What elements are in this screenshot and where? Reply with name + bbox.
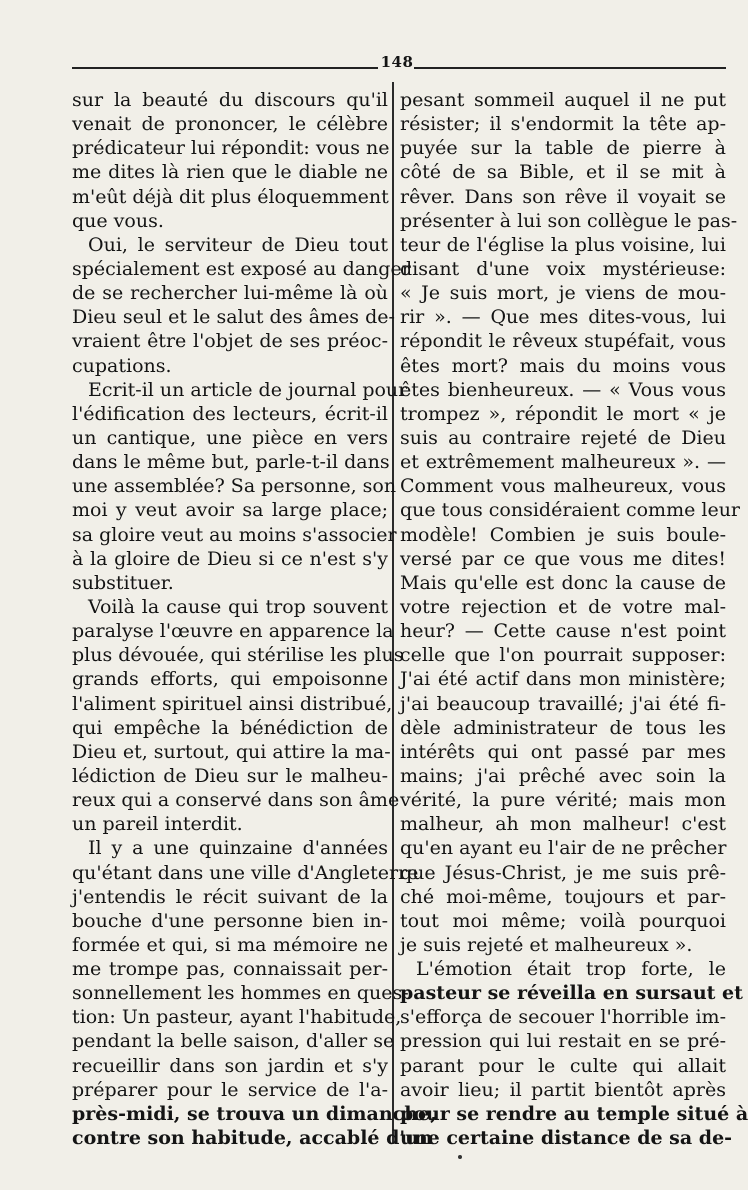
text-line: bouche d'une personne bien in- xyxy=(72,909,388,932)
text-line: que tous considéraient comme leur xyxy=(400,499,741,522)
text-line: tion: Un pasteur, ayant l'habitude, xyxy=(72,1006,402,1029)
text-line: sur la beauté du discours qu'il xyxy=(72,89,388,111)
text-line: vraient être l'objet de ses préoc- xyxy=(72,330,388,353)
text-line: Voilà la cause qui trop souvent xyxy=(88,595,388,618)
page-number: 148 xyxy=(380,53,414,71)
text-line: contre son habitude, accablé d'un xyxy=(72,1127,433,1150)
text-line: suis au contraire rejeté de Dieu xyxy=(400,426,726,449)
text-line: j'ai beaucoup travaillé; j'ai été fi- xyxy=(400,692,726,715)
text-line: trompez », répondit le mort « je xyxy=(400,402,726,425)
text-line: votre rejection et de votre mal- xyxy=(400,595,726,618)
text-line: disant d'une voix mystérieuse: xyxy=(400,257,726,280)
text-line: Dieu seul et le salut des âmes de- xyxy=(72,306,395,329)
left-column xyxy=(72,88,437,1150)
text-line: vérité, la pure vérité; mais mon xyxy=(400,789,726,812)
text-line: que Jésus-Christ, je me suis prê- xyxy=(400,861,726,884)
text-line: lédiction de Dieu sur le malheu- xyxy=(72,764,388,787)
text-line: celle que l'on pourrait supposer: xyxy=(400,644,726,667)
text-line: J'ai été actif dans mon ministère; xyxy=(400,668,726,691)
header-rule-left xyxy=(72,67,378,69)
text-line: modèle! Combien je suis boule- xyxy=(400,523,726,546)
text-line: un cantique, une pièce en vers xyxy=(72,426,388,449)
text-line: sa gloire veut au moins s'associer xyxy=(72,523,397,546)
header-rule-right xyxy=(414,67,726,69)
text-line: et extrêmement malheureux ». — xyxy=(400,451,726,474)
text-line: s'efforça de secouer l'horrible im- xyxy=(400,1006,726,1029)
text-line: à la gloire de Dieu si ce n'est s'y xyxy=(72,547,388,570)
text-line: L'émotion était trop forte, le xyxy=(416,958,726,981)
text-line: moi y veut avoir sa large place; xyxy=(72,499,388,522)
text-line: préparer pour le service de l'a- xyxy=(72,1078,388,1101)
text-line: présenter à lui son collègue le pas- xyxy=(400,209,738,232)
text-line: heur? — Cette cause n'est point xyxy=(400,620,726,643)
text-line: recueillir dans son jardin et s'y xyxy=(72,1054,388,1077)
text-line: êtes mort? mais du moins vous xyxy=(400,354,726,377)
text-line: versé par ce que vous me dites! xyxy=(400,547,726,570)
text-line: malheur, ah mon malheur! c'est xyxy=(400,813,726,836)
footer-mark xyxy=(458,1155,462,1159)
text-line: près-midi, se trouva un dimanche, xyxy=(72,1102,437,1125)
text-line: un pareil interdit. xyxy=(72,813,243,836)
text-line: une certaine distance de sa de- xyxy=(400,1127,733,1150)
text-line: tout moi même; voilà pourquoi xyxy=(400,909,726,932)
text-line: qu'en ayant eu l'air de ne prêcher xyxy=(400,837,727,860)
text-line: rêver. Dans son rêve il voyait se xyxy=(400,185,726,208)
text-line: me dites là rien que le diable ne xyxy=(72,161,388,184)
text-line: qu'étant dans une ville d'Angleterre xyxy=(72,861,419,884)
text-line: Comment vous malheureux, vous xyxy=(400,475,726,498)
text-line: cupations. xyxy=(72,354,172,377)
text-line: pasteur se réveilla en sursaut et xyxy=(400,982,743,1005)
text-line: prédicateur lui répondit: vous ne xyxy=(72,137,390,160)
text-line: formée et qui, si ma mémoire ne xyxy=(72,933,388,956)
text-line: paralyse l'œuvre en apparence la xyxy=(72,620,394,643)
text-line: pression qui lui restait en se pré- xyxy=(400,1030,726,1053)
text-line: Il y a une quinzaine d'années xyxy=(88,837,388,860)
text-line: Mais qu'elle est donc la cause de xyxy=(400,571,726,594)
page-header xyxy=(72,53,726,77)
text-line: résister; il s'endormit la tête ap- xyxy=(400,113,726,136)
text-line: « Je suis mort, je viens de mou- xyxy=(400,282,726,305)
text-line: puyée sur la table de pierre à xyxy=(400,137,726,160)
text-line: grands efforts, qui empoisonne xyxy=(72,668,388,691)
text-line: l'aliment spirituel ainsi distribué, xyxy=(72,692,393,715)
text-line: répondit le rêveux stupéfait, vous xyxy=(400,330,726,353)
text-line: Oui, le serviteur de Dieu tout xyxy=(88,233,388,256)
text-line: Ecrit-il un article de journal pour xyxy=(88,378,408,401)
text-line: parant pour le culte qui allait xyxy=(400,1054,726,1077)
text-line: sonnellement les hommes en ques- xyxy=(72,982,409,1005)
text-line: qui empêche la bénédiction de xyxy=(72,716,388,739)
text-line: êtes bienheureux. — « Vous vous xyxy=(400,378,726,401)
text-line: une assemblée? Sa personne, son xyxy=(72,475,397,498)
right-column xyxy=(400,88,748,1150)
text-line: de se rechercher lui-même là où xyxy=(72,282,388,305)
text-line: pesant sommeil auquel il ne put xyxy=(400,89,726,111)
text-line: Dieu et, surtout, qui attire la ma- xyxy=(72,740,391,763)
text-line: substituer. xyxy=(72,571,174,594)
text-line: avoir lieu; il partit bientôt après xyxy=(400,1078,726,1101)
text-line: que vous. xyxy=(72,209,164,232)
text-line: pendant la belle saison, d'aller se xyxy=(72,1030,395,1053)
text-line: ché moi-même, toujours et par- xyxy=(400,885,726,908)
text-line: je suis rejeté et malheureux ». xyxy=(400,933,693,956)
text-line: l'édification des lecteurs, écrit-il xyxy=(72,402,388,425)
text-line: m'eût déjà dit plus éloquemment xyxy=(72,185,389,208)
text-line: dèle administrateur de tous les xyxy=(400,716,726,739)
text-line: intérêts qui ont passé par mes xyxy=(400,740,726,763)
text-line: reux qui a conservé dans son âme xyxy=(72,789,400,812)
text-line: mains; j'ai prêché avec soin la xyxy=(400,764,726,787)
text-line: rir ». — Que mes dites-vous, lui xyxy=(400,306,726,329)
text-line: teur de l'église la plus voisine, lui xyxy=(400,233,726,256)
text-line: me trompe pas, connaissait per- xyxy=(72,958,388,981)
text-line: spécialement est exposé au danger xyxy=(72,257,411,280)
text-line: dans le même but, parle-t-il dans xyxy=(72,451,390,474)
text-line: venait de prononcer, le célèbre xyxy=(72,113,388,136)
text-line: plus dévouée, qui stérilise les plus xyxy=(72,644,404,667)
text-line: côté de sa Bible, et il se mit à xyxy=(400,161,726,184)
text-line: pour se rendre au temple situé à xyxy=(400,1102,748,1125)
text-line: j'entendis le récit suivant de la xyxy=(72,885,388,908)
